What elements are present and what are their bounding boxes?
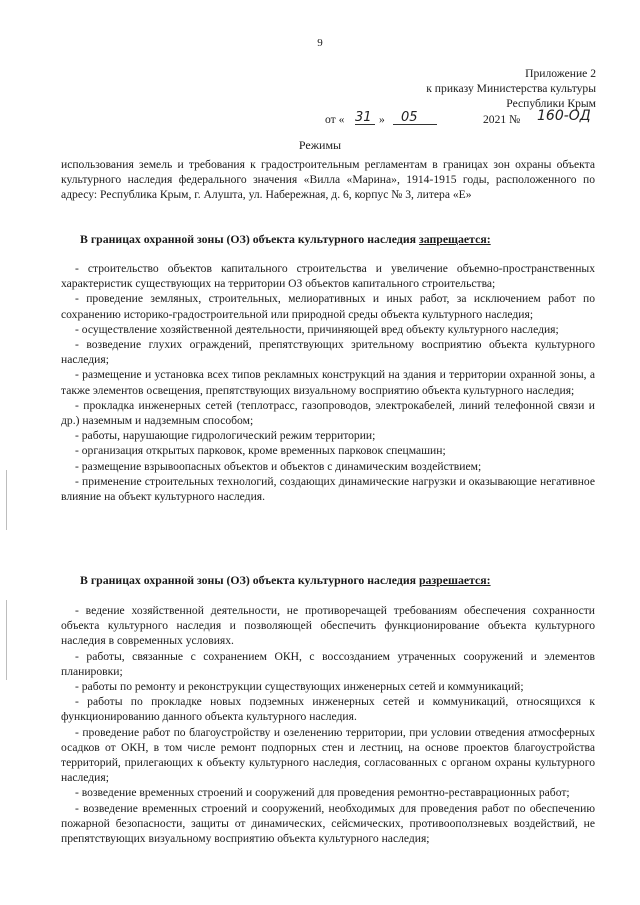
list-item: - организация открытых парковок, кроме временных парковок спецмашин; (75, 444, 446, 458)
heading-text: В границах охранной зоны (ОЗ) объекта культурного наследия (80, 573, 419, 587)
list-item: - работы по ремонту и реконструкции существующих инженерных сетей и коммуникаций; (75, 680, 524, 694)
list-item: - ведение хозяйственной деятельности, не противоречащей требованиям обеспечения сохранности объекта культурного наследия и позволяющей обеспечить функционирование объекта культурного наследия в современных условиях. (61, 604, 595, 648)
list-item: - прокладка инженерных сетей (теплотрасс, газопроводов, электрокабелей, линий телефонной связи и др.) наземным и надземным способом; (61, 398, 595, 428)
document-subtitle: использования земель и требования к градостроительным регламентам в границах зон охраны объекта культурного наследия федерального значения «Вилла «Марина», 1914-1915 годы, расположенного по адресу: Республика Крым, г. Алушта, ул. Набережная, д. 6, корпус № 3, литера «Е» (61, 158, 595, 202)
list-item: - работы по прокладке новых подземных инженерных сетей и коммуникаций, относящихся к функционированию данного объекта культурного наследия. (61, 695, 595, 724)
order-date-line (325, 108, 605, 129)
list-item: - осуществление хозяйственной деятельности, причиняющей вред объекту культурного наследия; (75, 322, 559, 336)
page-number: 9 (317, 37, 323, 49)
list-item: - работы, связанные с сохранением ОКН, с воссозданием утраченных сооружений и элементов планировки; (61, 649, 595, 678)
list-item: - применение строительных технологий, создающих динамические нагрузки и оказывающие негативное влияние на объект культурного наследия. (61, 474, 595, 504)
date-year: 2021 № (483, 113, 521, 126)
list-item: - проведение работ по благоустройству и озеленению территории, при условии отведения атмосферных осадков от ОКН, в том числе ремонт подпорных стен и лестниц, на основе проектов благоустройства территорий, прилегающих к объекту культурного наследия, согласованных с органом охраны культурного наследия; (61, 725, 595, 785)
list-item: - строительство объектов капитального строительства и увеличение объемно-пространственных характеристик существующих на территории ОЗ объектов капитального строительства; (61, 262, 595, 291)
order-number: 160-ОД (537, 108, 591, 124)
appendix-line: Приложение 2 (525, 67, 596, 80)
appendix-line: Республики Крым (506, 97, 596, 111)
appendix-line: к приказу Министерства культуры (426, 82, 596, 96)
date-month-underline (393, 124, 437, 125)
heading-text: В границах охранной зоны (ОЗ) объекта культурного наследия (80, 232, 419, 246)
scan-edge-mark (6, 600, 7, 680)
list-item: - проведение земляных, строительных, мелиоративных и иных работ, за исключением работ по сохранению историко-градостроительной или природной среды объекта культурного наследия; (61, 292, 595, 321)
prohibited-list (61, 261, 595, 504)
list-item: - возведение временных строений и сооружений для проведения ремонтно-реставрационных работ; (75, 786, 570, 800)
allowed-list (61, 603, 595, 846)
date-day-underline (355, 124, 375, 125)
section-heading-allowed (80, 573, 491, 588)
document-title: Режимы (298, 138, 342, 152)
date-day: 31 (355, 110, 372, 125)
list-item: - работы, нарушающие гидрологический режим территории; (75, 429, 376, 443)
date-prefix: от « (325, 113, 345, 126)
list-item: - возведение временных строений и сооружений, необходимых для проведения работ по обеспечению пожарной безопасности, защиты от динамических, сейсмических, противооползневых воздействий, не препятствующих визуальному восприятию объекта культурного наследия; (61, 801, 595, 846)
scan-edge-mark (6, 470, 7, 530)
heading-keyword: разрешается: (418, 573, 491, 587)
heading-keyword: запрещается: (418, 232, 491, 246)
appendix-block (426, 66, 596, 112)
list-item: - возведение глухих ограждений, препятствующих зрительному восприятию объекта культурного наследия; (61, 338, 595, 367)
date-sep: » (379, 113, 385, 126)
date-month: 05 (401, 110, 418, 125)
list-item: - размещение и установка всех типов рекламных конструкций на здания и территории охранной зоны, а также элементов освещения, препятствующих визуальному восприятию объекта культурного наследия; (61, 368, 595, 397)
section-heading-prohibited (80, 232, 491, 247)
list-item: - размещение взрывоопасных объектов и объектов с динамическим воздействием; (75, 459, 482, 473)
